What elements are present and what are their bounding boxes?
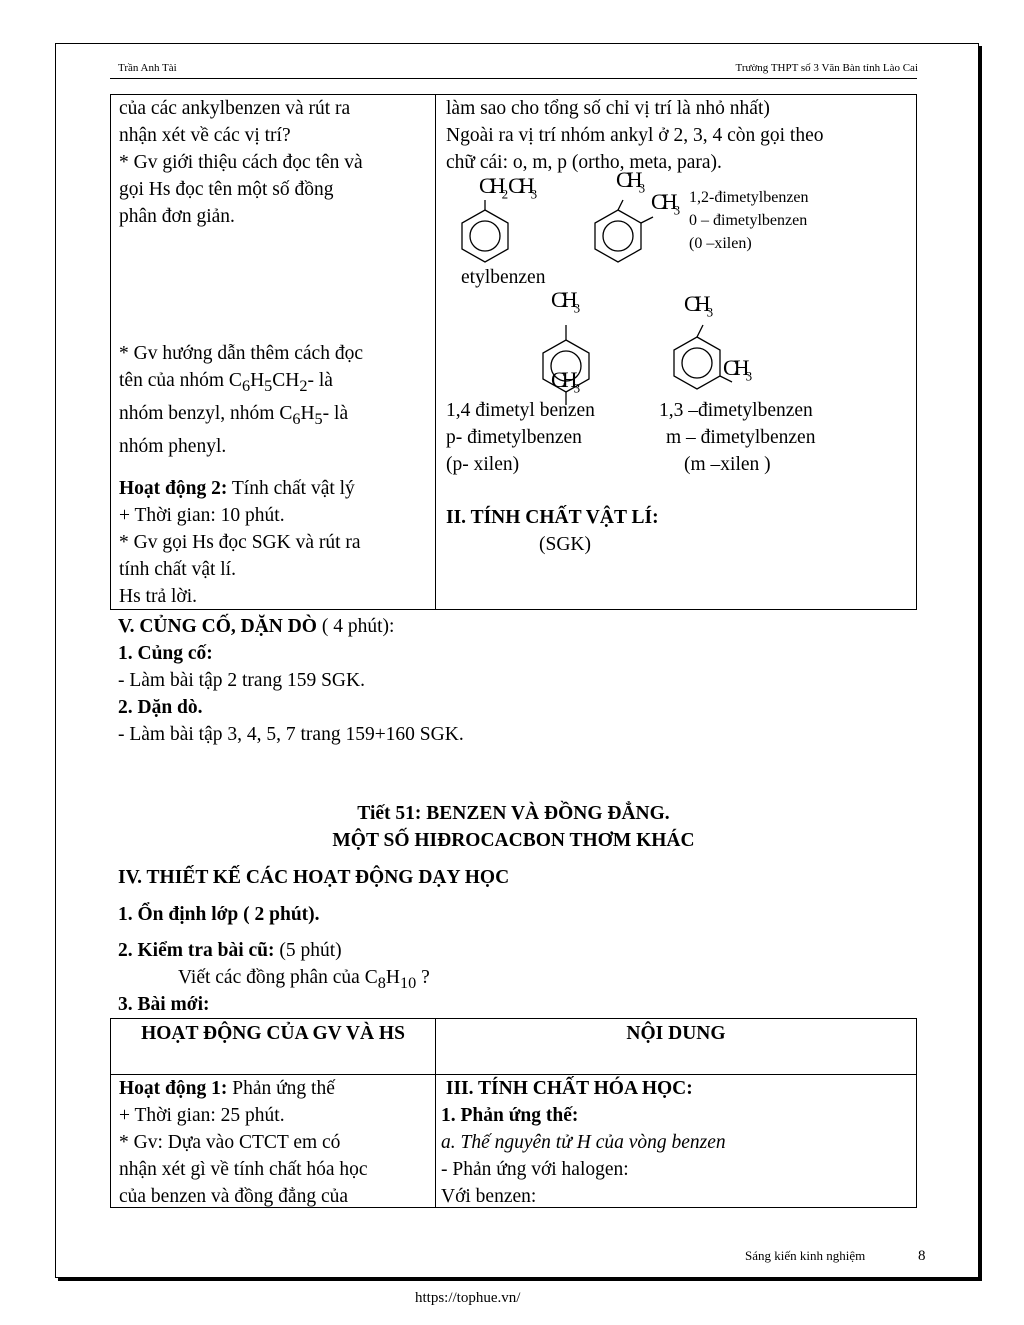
italic-line: a. Thế nguyên tử H của vòng benzen (441, 1132, 726, 1153)
table-column-divider (435, 1019, 436, 1207)
text-line: + Thời gian: 10 phút. (119, 505, 285, 526)
page-number: 8 (918, 1248, 926, 1264)
benzene-ring-ethyl (462, 210, 508, 262)
text-line: gọi Hs đọc tên một số đồng (119, 179, 334, 200)
activity1-left (119, 1075, 424, 1210)
sgk-note: (SGK) (539, 534, 591, 555)
text-line: - Làm bài tập 2 trang 159 SGK. (118, 670, 365, 691)
para-ch3-top: $CH_3$ (551, 287, 581, 316)
section-physical-properties: II. TÍNH CHẤT VẬT LÍ: (446, 507, 659, 528)
text-line: p- đimetylbenzen m – đimetylbenzen (446, 427, 816, 448)
section-heading: III. TÍNH CHẤT HÓA HỌC: (445, 1078, 693, 1099)
text-line: (0 –xilen) (689, 235, 752, 252)
ortho-ch3-side: $CH_3$ (651, 189, 681, 218)
text-line: Với benzen: (441, 1186, 537, 1207)
text-line: tính chất vật lí. (119, 559, 236, 580)
text-line: * Gv giới thiệu cách đọc tên và (119, 152, 363, 173)
text-line: của benzen và đồng đẳng của (119, 1186, 349, 1207)
text-line: - Phản ứng với halogen: (441, 1159, 629, 1180)
header-author: Trần Anh Tài (118, 62, 177, 74)
section-heading: V. CỦNG CỐ, DẶN DÒ ( 4 phút): (118, 616, 395, 637)
step-2-question: Viết các đồng phân của $C_8H_{10}$ ? (178, 967, 430, 992)
text-line: 0 – đimetylbenzen (689, 212, 808, 229)
header-divider (110, 78, 917, 79)
text-line: nhóm phenyl. (119, 435, 227, 457)
text-line: * Gv hướng dẫn thêm cách đọc (119, 343, 363, 364)
right-intro-text (446, 95, 911, 176)
benzene-ring-ortho (595, 210, 641, 262)
ethylbenzene-label: etylbenzen (461, 267, 546, 288)
footer-label: Sáng kiến kinh nghiệm (745, 1248, 866, 1263)
activity1-right (441, 1075, 906, 1210)
activity-heading: Hoạt động 2: Tính chất vật lý (119, 478, 355, 499)
ortho-ch3-top: $CH_3$ (616, 167, 646, 196)
consolidation-section (118, 613, 464, 748)
subheading: 2. Dặn dò. (118, 697, 203, 718)
text-line: - Làm bài tập 3, 4, 5, 7 trang 159+160 SGK. (118, 724, 464, 745)
table-column-divider (435, 95, 436, 609)
ortho-names (689, 186, 809, 255)
text-line: * Gv: Dựa vào CTCT em có (119, 1132, 341, 1153)
text-line: nhận xét về các vị trí? (119, 125, 291, 146)
table-head-left: HOẠT ĐỘNG CỦA GV VÀ HS (141, 1023, 405, 1044)
isomer-names (446, 397, 916, 478)
benzene-ring-meta (674, 337, 720, 389)
text-line: phân đơn giản. (119, 206, 235, 227)
activity-table (110, 1018, 917, 1208)
ethyl-group-label: $CH_2CH_3$ (479, 173, 538, 202)
text-line: * Gv gọi Hs đọc SGK và rút ra (119, 532, 361, 553)
left-benzyl-text (119, 340, 424, 460)
text-line: 1,4 đimetyl benzen 1,3 –đimetylbenzen (446, 400, 813, 421)
left-intro-text (119, 95, 424, 230)
meta-ch3-side: $CH_3$ (723, 355, 753, 384)
step-1: 1. Ổn định lớp ( 2 phút). (118, 904, 320, 925)
text-line: của các ankylbenzen và rút ra (119, 98, 351, 119)
text-line: + Thời gian: 25 phút. (119, 1105, 285, 1126)
text-line: (p- xilen) (m –xilen ) (446, 454, 771, 475)
table-head-right: NỘI DUNG (626, 1023, 726, 1044)
activities-heading: IV. THIẾT KẾ CÁC HOẠT ĐỘNG DẠY HỌC (118, 867, 510, 888)
subheading: 1. Củng cố: (118, 643, 213, 664)
para-ch3-bottom: $CH_3$ (551, 367, 581, 396)
meta-ch3-top: $CH_3$ (684, 291, 714, 320)
text-line: làm sao cho tổng số chỉ vị trí là nhỏ nhất) (446, 98, 770, 119)
text-line: Ngoài ra vị trí nhóm ankyl ở 2, 3, 4 còn gọi theo (446, 125, 824, 146)
step-2: 2. Kiểm tra bài cũ: (5 phút) (118, 940, 342, 961)
text-line: nhận xét gì về tính chất hóa học (119, 1159, 368, 1180)
subheading: 1. Phản ứng thế: (441, 1105, 579, 1126)
text-line: chữ cái: o, m, p (ortho, meta, para). (446, 152, 722, 173)
source-url[interactable]: https://tophue.vn/ (415, 1290, 521, 1306)
table-continued (110, 94, 917, 610)
text-line: nhóm benzyl, nhóm $C_6H_5-$ là (119, 402, 349, 428)
text-line: 1,2-đimetylbenzen (689, 189, 809, 206)
header-school: Trường THPT số 3 Văn Bàn tỉnh Lào Cai (735, 62, 918, 74)
step-3: 3. Bài mới: (118, 994, 210, 1015)
left-activity2 (119, 475, 424, 610)
lesson-title: Tiết 51: BENZEN VÀ ĐỒNG ĐẲNG. MỘT SỐ HIĐROCACBON THƠM KHÁC (332, 803, 695, 851)
activity-heading: Hoạt động 1: Phản ứng thế (119, 1078, 335, 1099)
text-line: tên của nhóm $C_6H_5CH_2-$ là (119, 370, 333, 395)
text-line: Hs trả lời. (119, 586, 198, 607)
